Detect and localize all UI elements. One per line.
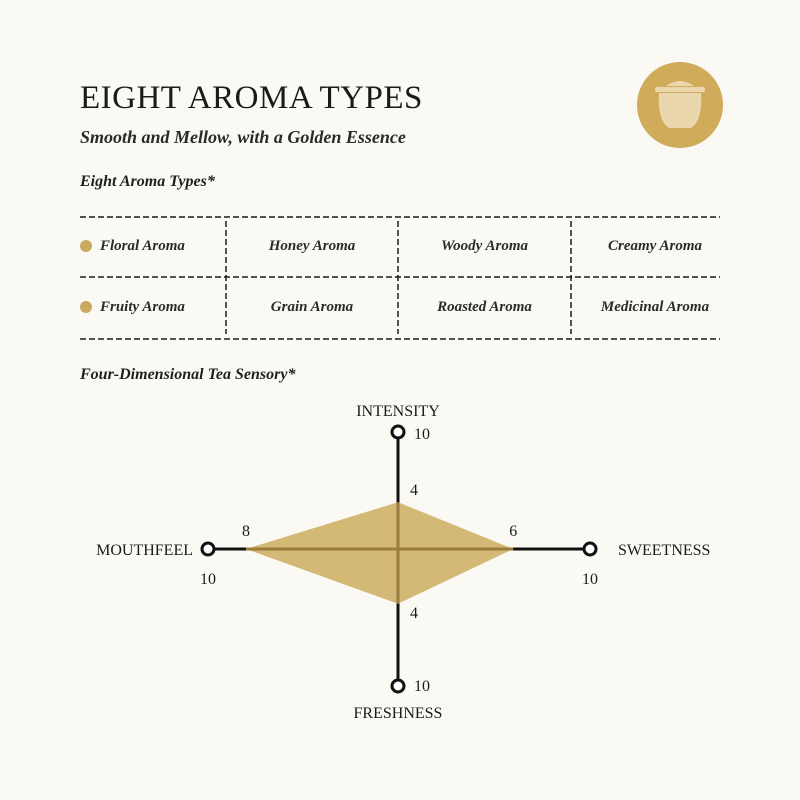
aroma-cell: [571, 216, 739, 276]
aroma-cell: [80, 277, 226, 337]
aroma-label: Woody Aroma: [440, 237, 529, 254]
aroma-label: Medicinal Aroma: [600, 298, 710, 315]
page-title: EIGHT AROMA TYPES: [80, 80, 423, 116]
aroma-label: Creamy Aroma: [607, 237, 703, 254]
bullet-dot: [80, 240, 92, 252]
aroma-cell: [226, 277, 398, 337]
data-value-label: 4: [410, 482, 418, 500]
axis-end-marker: [392, 426, 404, 438]
aroma-label: Honey Aroma: [268, 237, 356, 254]
axis-name-label: INTENSITY: [356, 403, 440, 420]
axis-max-label: 10: [200, 571, 216, 588]
page-subtitle: Smooth and Mellow, with a Golden Essence: [80, 127, 406, 147]
axis-end-marker: [584, 543, 596, 555]
aroma-label: Floral Aroma: [100, 237, 185, 254]
aroma-cell: [398, 277, 571, 337]
aroma-label: Roasted Aroma: [437, 298, 532, 315]
axis-end-marker: [392, 680, 404, 692]
axis-max-label: 10: [414, 426, 430, 443]
aroma-cell: [398, 216, 571, 276]
axis-end-marker: [202, 543, 214, 555]
aroma-cell: [571, 277, 739, 337]
logo-bowl: [659, 93, 702, 128]
data-value-label: 4: [410, 604, 418, 622]
tea-bowl-icon: [637, 62, 723, 148]
sensory-radar-chart: [0, 380, 800, 760]
sensory-section-title: Four-Dimensional Tea Sensory*: [80, 366, 296, 383]
data-value-label: 6: [509, 523, 518, 540]
aroma-label: Fruity Aroma: [100, 298, 185, 315]
axis-max-label: 10: [582, 571, 598, 588]
radar-area: [246, 502, 513, 604]
aroma-label: Grain Aroma: [270, 298, 354, 315]
logo-rim: [655, 87, 705, 92]
aroma-cell: [226, 216, 398, 276]
aroma-table: [80, 216, 720, 340]
axis-name-label: SWEETNESS: [618, 542, 711, 559]
axis-name-label: FRESHNESS: [353, 705, 443, 722]
axis-max-label: 10: [414, 678, 430, 695]
aroma-cell: [80, 216, 226, 276]
aroma-section-title: Eight Aroma Types*: [80, 173, 215, 190]
data-value-label: 8: [242, 523, 250, 540]
axis-name-label: MOUTHFEEL: [96, 542, 193, 559]
bullet-dot: [80, 301, 92, 313]
